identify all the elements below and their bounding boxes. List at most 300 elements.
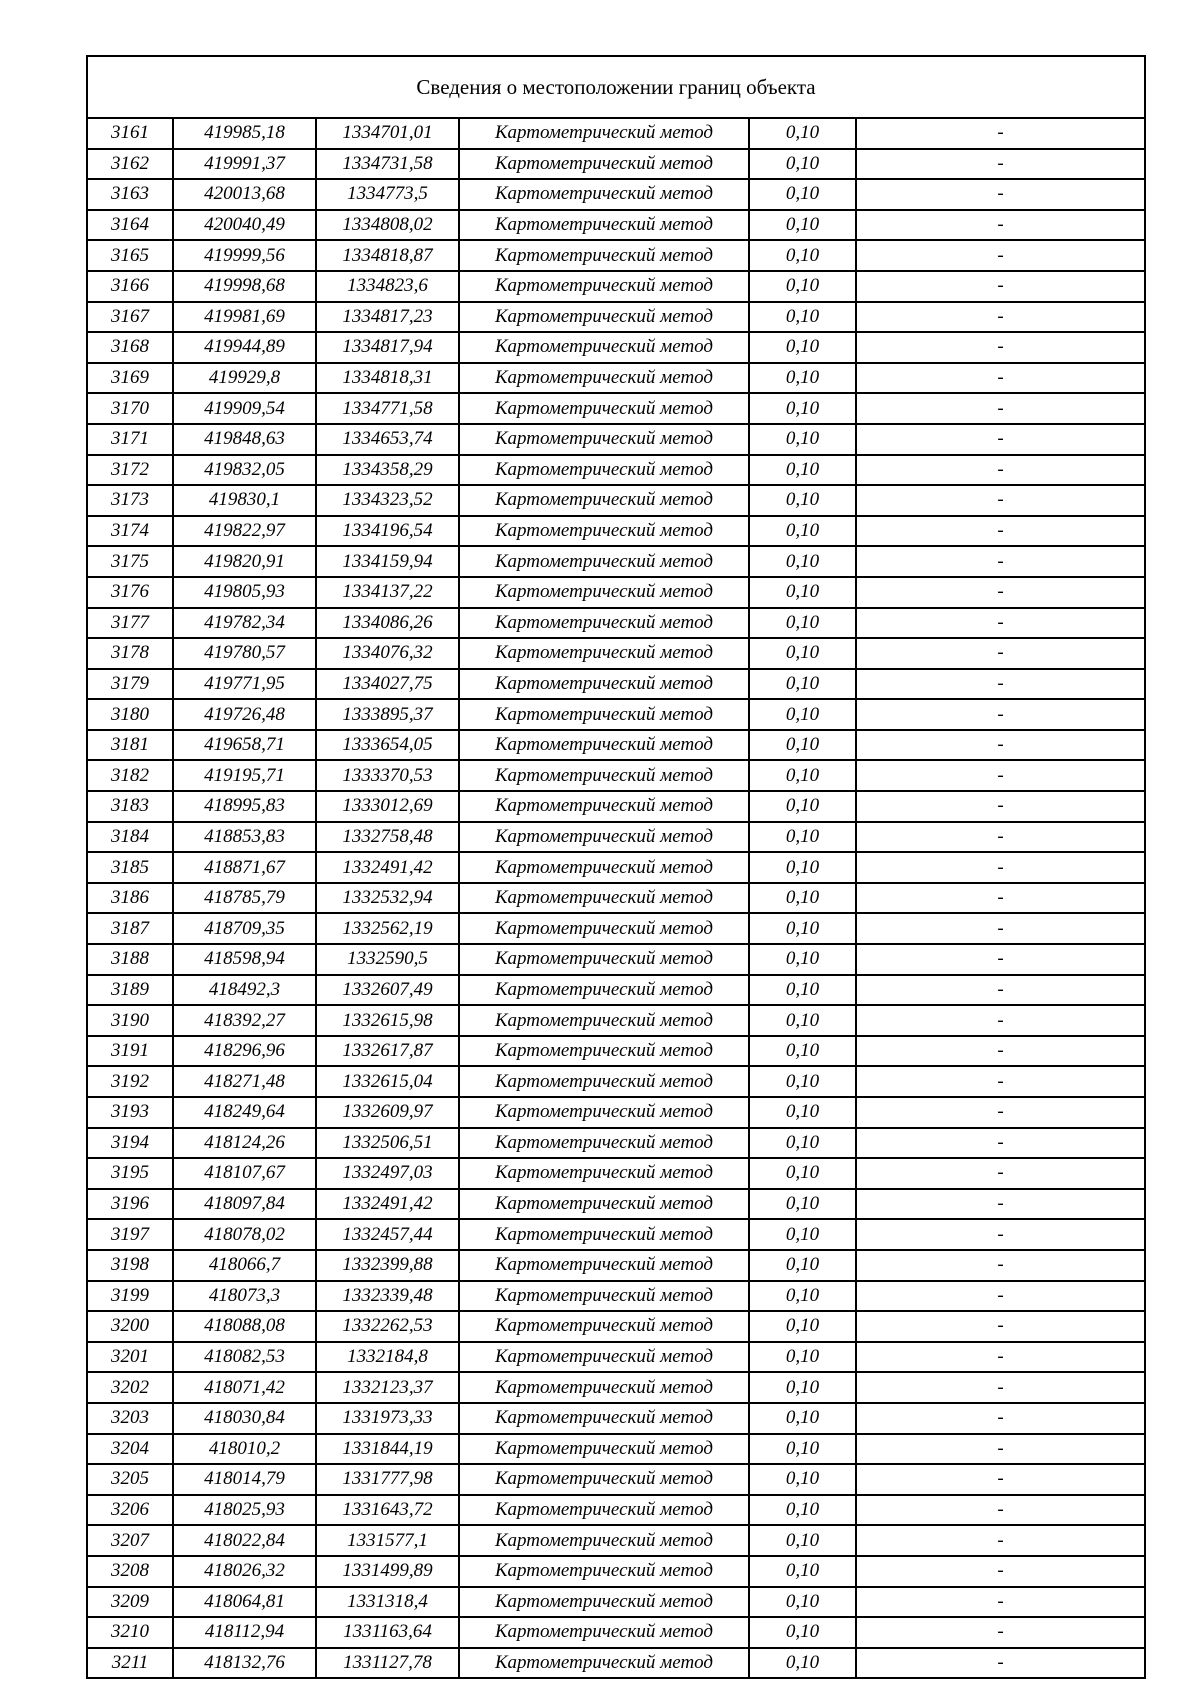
note-cell: - (856, 1281, 1144, 1312)
accuracy-cell: 0,10 (749, 608, 856, 639)
table-row (88, 883, 1144, 914)
x-coordinate-cell: 419981,69 (173, 302, 316, 333)
note-cell: - (856, 760, 1144, 791)
x-coordinate-cell: 418249,64 (173, 1097, 316, 1128)
note-cell: - (856, 669, 1144, 700)
accuracy-cell: 0,10 (749, 1158, 856, 1189)
method-cell: Картометрический метод (459, 393, 749, 424)
method-cell: Картометрический метод (459, 1372, 749, 1403)
method-cell: Картометрический метод (459, 1158, 749, 1189)
note-cell: - (856, 363, 1144, 394)
x-coordinate-cell: 420013,68 (173, 179, 316, 210)
point-number-cell: 3205 (88, 1464, 173, 1495)
accuracy-cell: 0,10 (749, 393, 856, 424)
boundary-info-sheet (86, 55, 1146, 1679)
y-coordinate-cell: 1334773,5 (316, 179, 459, 210)
sheet-title: Сведения о местоположении границ объекта (88, 57, 1144, 119)
method-cell: Картометрический метод (459, 271, 749, 302)
accuracy-cell: 0,10 (749, 1464, 856, 1495)
method-cell: Картометрический метод (459, 1403, 749, 1434)
accuracy-cell: 0,10 (749, 179, 856, 210)
accuracy-cell: 0,10 (749, 1219, 856, 1250)
point-number-cell: 3193 (88, 1097, 173, 1128)
x-coordinate-cell: 419771,95 (173, 669, 316, 700)
y-coordinate-cell: 1334653,74 (316, 424, 459, 455)
method-cell: Картометрический метод (459, 1464, 749, 1495)
y-coordinate-cell: 1332615,04 (316, 1066, 459, 1097)
table-row (88, 699, 1144, 730)
method-cell: Картометрический метод (459, 1066, 749, 1097)
y-coordinate-cell: 1334196,54 (316, 516, 459, 547)
x-coordinate-cell: 419999,56 (173, 240, 316, 271)
y-coordinate-cell: 1332123,37 (316, 1372, 459, 1403)
accuracy-cell: 0,10 (749, 1434, 856, 1465)
accuracy-cell: 0,10 (749, 944, 856, 975)
accuracy-cell: 0,10 (749, 210, 856, 241)
note-cell: - (856, 1128, 1144, 1159)
note-cell: - (856, 424, 1144, 455)
x-coordinate-cell: 419805,93 (173, 577, 316, 608)
accuracy-cell: 0,10 (749, 332, 856, 363)
accuracy-cell: 0,10 (749, 119, 856, 149)
table-row (88, 822, 1144, 853)
table-row (88, 1219, 1144, 1250)
note-cell: - (856, 302, 1144, 333)
y-coordinate-cell: 1331499,89 (316, 1556, 459, 1587)
y-coordinate-cell: 1333370,53 (316, 760, 459, 791)
note-cell: - (856, 485, 1144, 516)
table-row (88, 1556, 1144, 1587)
y-coordinate-cell: 1332339,48 (316, 1281, 459, 1312)
y-coordinate-cell: 1334817,23 (316, 302, 459, 333)
note-cell: - (856, 1342, 1144, 1373)
point-number-cell: 3174 (88, 516, 173, 547)
note-cell: - (856, 638, 1144, 669)
method-cell: Картометрический метод (459, 730, 749, 761)
accuracy-cell: 0,10 (749, 1372, 856, 1403)
accuracy-cell: 0,10 (749, 1005, 856, 1036)
method-cell: Картометрический метод (459, 1005, 749, 1036)
note-cell: - (856, 332, 1144, 363)
method-cell: Картометрический метод (459, 1189, 749, 1220)
point-number-cell: 3176 (88, 577, 173, 608)
table-row (88, 1372, 1144, 1403)
y-coordinate-cell: 1332617,87 (316, 1036, 459, 1067)
point-number-cell: 3211 (88, 1648, 173, 1678)
y-coordinate-cell: 1331777,98 (316, 1464, 459, 1495)
point-number-cell: 3198 (88, 1250, 173, 1281)
accuracy-cell: 0,10 (749, 1036, 856, 1067)
point-number-cell: 3199 (88, 1281, 173, 1312)
y-coordinate-cell: 1331127,78 (316, 1648, 459, 1678)
note-cell: - (856, 1005, 1144, 1036)
accuracy-cell: 0,10 (749, 913, 856, 944)
method-cell: Картометрический метод (459, 302, 749, 333)
point-number-cell: 3195 (88, 1158, 173, 1189)
accuracy-cell: 0,10 (749, 852, 856, 883)
method-cell: Картометрический метод (459, 1556, 749, 1587)
y-coordinate-cell: 1334137,22 (316, 577, 459, 608)
y-coordinate-cell: 1334358,29 (316, 455, 459, 486)
point-number-cell: 3206 (88, 1495, 173, 1526)
note-cell: - (856, 1036, 1144, 1067)
boundary-points-table (88, 119, 1144, 1677)
table-row (88, 975, 1144, 1006)
note-cell: - (856, 1066, 1144, 1097)
y-coordinate-cell: 1334823,6 (316, 271, 459, 302)
x-coordinate-cell: 418598,94 (173, 944, 316, 975)
method-cell: Картометрический метод (459, 1434, 749, 1465)
x-coordinate-cell: 419780,57 (173, 638, 316, 669)
point-number-cell: 3165 (88, 240, 173, 271)
point-number-cell: 3170 (88, 393, 173, 424)
method-cell: Картометрический метод (459, 455, 749, 486)
x-coordinate-cell: 418271,48 (173, 1066, 316, 1097)
x-coordinate-cell: 419909,54 (173, 393, 316, 424)
note-cell: - (856, 791, 1144, 822)
accuracy-cell: 0,10 (749, 883, 856, 914)
x-coordinate-cell: 418014,79 (173, 1464, 316, 1495)
point-number-cell: 3186 (88, 883, 173, 914)
x-coordinate-cell: 418026,32 (173, 1556, 316, 1587)
note-cell: - (856, 1617, 1144, 1648)
note-cell: - (856, 944, 1144, 975)
note-cell: - (856, 913, 1144, 944)
point-number-cell: 3175 (88, 546, 173, 577)
method-cell: Картометрический метод (459, 149, 749, 180)
table-row (88, 302, 1144, 333)
table-row (88, 1281, 1144, 1312)
point-number-cell: 3183 (88, 791, 173, 822)
note-cell: - (856, 179, 1144, 210)
x-coordinate-cell: 418995,83 (173, 791, 316, 822)
note-cell: - (856, 608, 1144, 639)
accuracy-cell: 0,10 (749, 1311, 856, 1342)
method-cell: Картометрический метод (459, 852, 749, 883)
x-coordinate-cell: 418010,2 (173, 1434, 316, 1465)
table-row (88, 1097, 1144, 1128)
accuracy-cell: 0,10 (749, 1250, 856, 1281)
table-row (88, 1128, 1144, 1159)
note-cell: - (856, 1403, 1144, 1434)
note-cell: - (856, 1250, 1144, 1281)
y-coordinate-cell: 1334323,52 (316, 485, 459, 516)
y-coordinate-cell: 1332262,53 (316, 1311, 459, 1342)
x-coordinate-cell: 419929,8 (173, 363, 316, 394)
note-cell: - (856, 852, 1144, 883)
x-coordinate-cell: 418871,67 (173, 852, 316, 883)
table-row (88, 393, 1144, 424)
y-coordinate-cell: 1332590,5 (316, 944, 459, 975)
y-coordinate-cell: 1332758,48 (316, 822, 459, 853)
y-coordinate-cell: 1334818,87 (316, 240, 459, 271)
note-cell: - (856, 1219, 1144, 1250)
method-cell: Картометрический метод (459, 1587, 749, 1618)
method-cell: Картометрический метод (459, 1617, 749, 1648)
note-cell: - (856, 577, 1144, 608)
note-cell: - (856, 883, 1144, 914)
method-cell: Картометрический метод (459, 332, 749, 363)
x-coordinate-cell: 418112,94 (173, 1617, 316, 1648)
y-coordinate-cell: 1332609,97 (316, 1097, 459, 1128)
table-row (88, 791, 1144, 822)
accuracy-cell: 0,10 (749, 1066, 856, 1097)
x-coordinate-cell: 419848,63 (173, 424, 316, 455)
table-row (88, 852, 1144, 883)
method-cell: Картометрический метод (459, 363, 749, 394)
method-cell: Картометрический метод (459, 913, 749, 944)
table-row (88, 119, 1144, 149)
method-cell: Картометрический метод (459, 210, 749, 241)
point-number-cell: 3202 (88, 1372, 173, 1403)
x-coordinate-cell: 418088,08 (173, 1311, 316, 1342)
method-cell: Картометрический метод (459, 1036, 749, 1067)
y-coordinate-cell: 1332506,51 (316, 1128, 459, 1159)
note-cell: - (856, 516, 1144, 547)
note-cell: - (856, 271, 1144, 302)
point-number-cell: 3209 (88, 1587, 173, 1618)
y-coordinate-cell: 1334701,01 (316, 119, 459, 149)
accuracy-cell: 0,10 (749, 760, 856, 791)
x-coordinate-cell: 418492,3 (173, 975, 316, 1006)
y-coordinate-cell: 1332532,94 (316, 883, 459, 914)
method-cell: Картометрический метод (459, 240, 749, 271)
x-coordinate-cell: 419726,48 (173, 699, 316, 730)
accuracy-cell: 0,10 (749, 1097, 856, 1128)
note-cell: - (856, 1464, 1144, 1495)
method-cell: Картометрический метод (459, 424, 749, 455)
point-number-cell: 3179 (88, 669, 173, 700)
accuracy-cell: 0,10 (749, 455, 856, 486)
y-coordinate-cell: 1332457,44 (316, 1219, 459, 1250)
point-number-cell: 3194 (88, 1128, 173, 1159)
table-row (88, 1525, 1144, 1556)
accuracy-cell: 0,10 (749, 1403, 856, 1434)
note-cell: - (856, 699, 1144, 730)
point-number-cell: 3210 (88, 1617, 173, 1648)
accuracy-cell: 0,10 (749, 669, 856, 700)
x-coordinate-cell: 418107,67 (173, 1158, 316, 1189)
point-number-cell: 3164 (88, 210, 173, 241)
point-number-cell: 3204 (88, 1434, 173, 1465)
table-row (88, 546, 1144, 577)
x-coordinate-cell: 418709,35 (173, 913, 316, 944)
x-coordinate-cell: 418785,79 (173, 883, 316, 914)
accuracy-cell: 0,10 (749, 1495, 856, 1526)
note-cell: - (856, 546, 1144, 577)
method-cell: Картометрический метод (459, 975, 749, 1006)
point-number-cell: 3188 (88, 944, 173, 975)
point-number-cell: 3178 (88, 638, 173, 669)
accuracy-cell: 0,10 (749, 1281, 856, 1312)
point-number-cell: 3208 (88, 1556, 173, 1587)
x-coordinate-cell: 418392,27 (173, 1005, 316, 1036)
point-number-cell: 3191 (88, 1036, 173, 1067)
point-number-cell: 3177 (88, 608, 173, 639)
method-cell: Картометрический метод (459, 944, 749, 975)
method-cell: Картометрический метод (459, 1525, 749, 1556)
accuracy-cell: 0,10 (749, 1189, 856, 1220)
table-row (88, 730, 1144, 761)
x-coordinate-cell: 419832,05 (173, 455, 316, 486)
method-cell: Картометрический метод (459, 822, 749, 853)
accuracy-cell: 0,10 (749, 302, 856, 333)
table-row (88, 1464, 1144, 1495)
method-cell: Картометрический метод (459, 791, 749, 822)
accuracy-cell: 0,10 (749, 546, 856, 577)
note-cell: - (856, 1189, 1144, 1220)
table-row (88, 608, 1144, 639)
table-body (88, 119, 1144, 1677)
accuracy-cell: 0,10 (749, 975, 856, 1006)
x-coordinate-cell: 418853,83 (173, 822, 316, 853)
y-coordinate-cell: 1334771,58 (316, 393, 459, 424)
point-number-cell: 3171 (88, 424, 173, 455)
point-number-cell: 3166 (88, 271, 173, 302)
point-number-cell: 3200 (88, 1311, 173, 1342)
method-cell: Картометрический метод (459, 1342, 749, 1373)
table-row (88, 1403, 1144, 1434)
table-row (88, 944, 1144, 975)
table-row (88, 149, 1144, 180)
point-number-cell: 3169 (88, 363, 173, 394)
table-row (88, 363, 1144, 394)
table-row (88, 638, 1144, 669)
x-coordinate-cell: 418030,84 (173, 1403, 316, 1434)
y-coordinate-cell: 1331577,1 (316, 1525, 459, 1556)
y-coordinate-cell: 1333654,05 (316, 730, 459, 761)
y-coordinate-cell: 1334818,31 (316, 363, 459, 394)
point-number-cell: 3187 (88, 913, 173, 944)
x-coordinate-cell: 419991,37 (173, 149, 316, 180)
x-coordinate-cell: 419195,71 (173, 760, 316, 791)
y-coordinate-cell: 1333895,37 (316, 699, 459, 730)
table-row (88, 516, 1144, 547)
point-number-cell: 3190 (88, 1005, 173, 1036)
y-coordinate-cell: 1331844,19 (316, 1434, 459, 1465)
note-cell: - (856, 1372, 1144, 1403)
y-coordinate-cell: 1331163,64 (316, 1617, 459, 1648)
y-coordinate-cell: 1331318,4 (316, 1587, 459, 1618)
x-coordinate-cell: 419782,34 (173, 608, 316, 639)
point-number-cell: 3189 (88, 975, 173, 1006)
method-cell: Картометрический метод (459, 485, 749, 516)
accuracy-cell: 0,10 (749, 730, 856, 761)
point-number-cell: 3207 (88, 1525, 173, 1556)
point-number-cell: 3172 (88, 455, 173, 486)
x-coordinate-cell: 418097,84 (173, 1189, 316, 1220)
table-row (88, 210, 1144, 241)
point-number-cell: 3203 (88, 1403, 173, 1434)
note-cell: - (856, 730, 1144, 761)
method-cell: Картометрический метод (459, 546, 749, 577)
table-row (88, 760, 1144, 791)
accuracy-cell: 0,10 (749, 822, 856, 853)
note-cell: - (856, 1525, 1144, 1556)
y-coordinate-cell: 1332562,19 (316, 913, 459, 944)
note-cell: - (856, 1097, 1144, 1128)
note-cell: - (856, 210, 1144, 241)
note-cell: - (856, 1158, 1144, 1189)
method-cell: Картометрический метод (459, 179, 749, 210)
point-number-cell: 3197 (88, 1219, 173, 1250)
table-row (88, 1495, 1144, 1526)
accuracy-cell: 0,10 (749, 240, 856, 271)
table-row (88, 913, 1144, 944)
table-row (88, 1066, 1144, 1097)
point-number-cell: 3161 (88, 119, 173, 149)
method-cell: Картометрический метод (459, 577, 749, 608)
table-row (88, 240, 1144, 271)
point-number-cell: 3163 (88, 179, 173, 210)
note-cell: - (856, 455, 1144, 486)
x-coordinate-cell: 419830,1 (173, 485, 316, 516)
y-coordinate-cell: 1332491,42 (316, 1189, 459, 1220)
method-cell: Картометрический метод (459, 1281, 749, 1312)
point-number-cell: 3180 (88, 699, 173, 730)
y-coordinate-cell: 1334817,94 (316, 332, 459, 363)
method-cell: Картометрический метод (459, 1311, 749, 1342)
x-coordinate-cell: 418022,84 (173, 1525, 316, 1556)
x-coordinate-cell: 418124,26 (173, 1128, 316, 1159)
note-cell: - (997, 1651, 1004, 1673)
note-cell: - (856, 1556, 1144, 1587)
y-coordinate-cell: 1334027,75 (316, 669, 459, 700)
x-coordinate-cell: 419985,18 (173, 119, 316, 149)
accuracy-cell: 0,10 (749, 791, 856, 822)
y-coordinate-cell: 1332399,88 (316, 1250, 459, 1281)
accuracy-cell: 0,10 (749, 271, 856, 302)
note-cell: - (856, 119, 1144, 149)
x-coordinate-cell: 418071,42 (173, 1372, 316, 1403)
accuracy-cell: 0,10 (749, 1617, 856, 1648)
table-row (88, 577, 1144, 608)
x-coordinate-cell: 419822,97 (173, 516, 316, 547)
x-coordinate-cell: 418132,76 (173, 1648, 316, 1678)
accuracy-cell: 0,10 (749, 149, 856, 180)
table-row (88, 1036, 1144, 1067)
point-number-cell: 3168 (88, 332, 173, 363)
accuracy-cell: 0,10 (749, 638, 856, 669)
point-number-cell: 3162 (88, 149, 173, 180)
x-coordinate-cell: 419820,91 (173, 546, 316, 577)
x-coordinate-cell: 418064,81 (173, 1587, 316, 1618)
y-coordinate-cell: 1331643,72 (316, 1495, 459, 1526)
method-cell: Картометрический метод (459, 119, 749, 149)
x-coordinate-cell: 418066,7 (173, 1250, 316, 1281)
point-number-cell: 3181 (88, 730, 173, 761)
x-coordinate-cell: 419658,71 (173, 730, 316, 761)
method-cell: Картометрический метод (459, 1128, 749, 1159)
x-coordinate-cell: 418073,3 (173, 1281, 316, 1312)
table-row (88, 1434, 1144, 1465)
x-coordinate-cell: 418296,96 (173, 1036, 316, 1067)
table-row (88, 179, 1144, 210)
note-cell: - (856, 1587, 1144, 1618)
note-cell: - (856, 1495, 1144, 1526)
point-number-cell: 3201 (88, 1342, 173, 1373)
method-cell: Картометрический метод (459, 760, 749, 791)
point-number-cell: 3182 (88, 760, 173, 791)
accuracy-cell: 0,10 (749, 699, 856, 730)
method-cell: Картометрический метод (459, 1250, 749, 1281)
table-row (88, 1250, 1144, 1281)
y-coordinate-cell: 1332184,8 (316, 1342, 459, 1373)
accuracy-cell: 0,10 (749, 424, 856, 455)
table-row (88, 455, 1144, 486)
point-number-cell: 3167 (88, 302, 173, 333)
method-cell: Картометрический метод (459, 883, 749, 914)
